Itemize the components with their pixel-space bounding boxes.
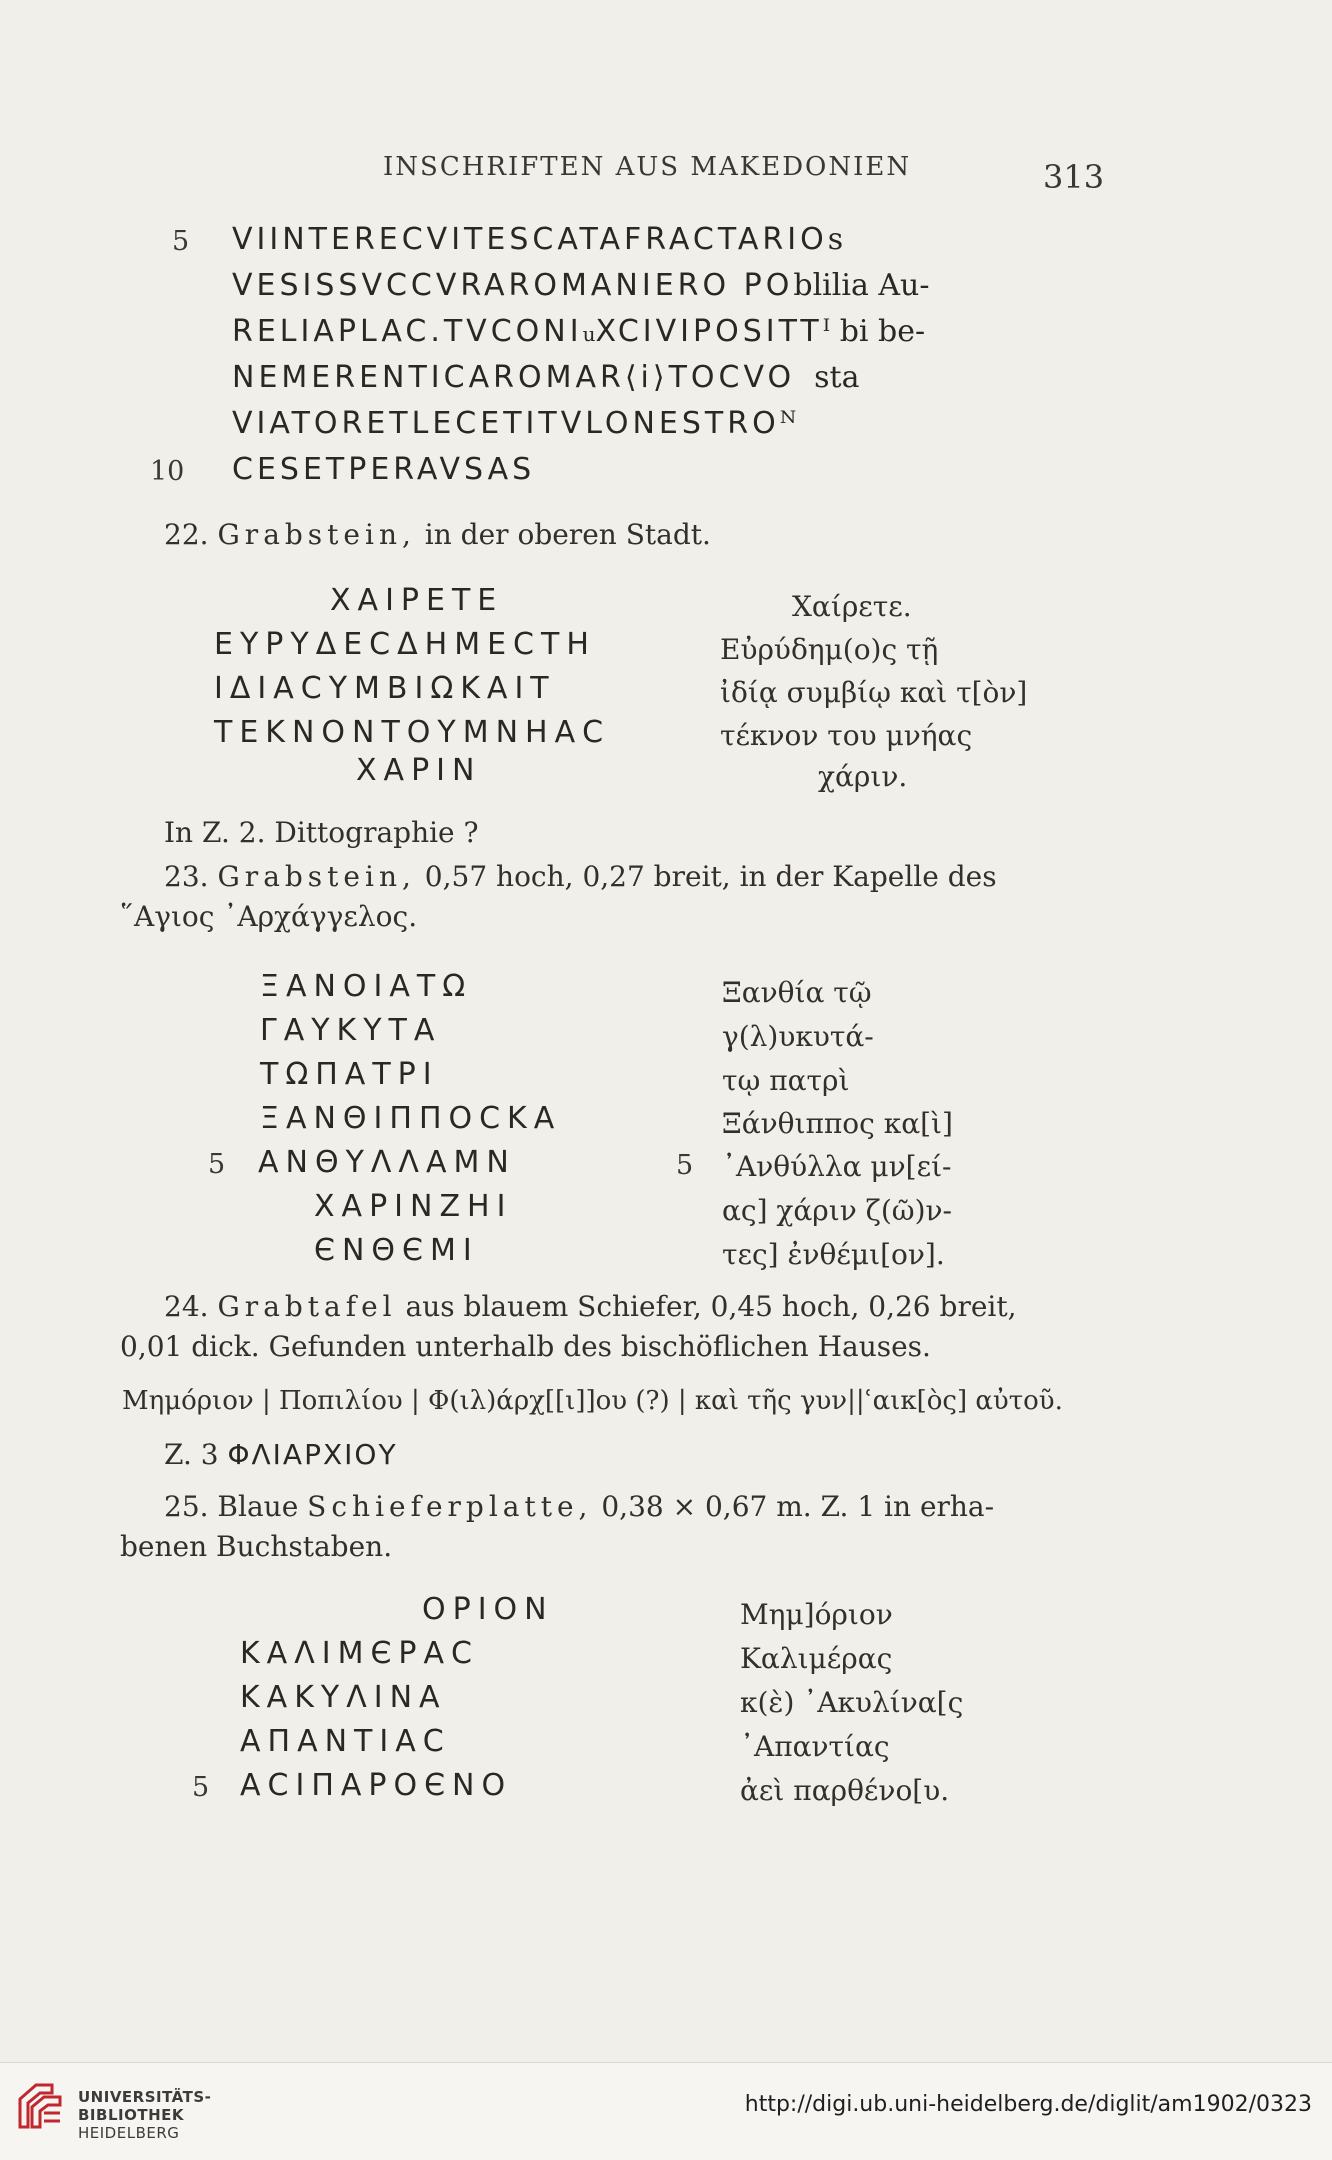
inscription-line: ΞΑΝΘΙΠΠΟCΚΑ [260, 1101, 562, 1136]
transcription-line: ᾿Απαντίας [740, 1730, 890, 1763]
inscription-line: ΑΠΑΝΤΙΑC [240, 1724, 451, 1759]
line-number: 10 [150, 456, 185, 487]
inscription-line: CESETPERAVSAS [232, 452, 536, 487]
inscription-line: ΤΩΠΑΤΡΙ [260, 1057, 439, 1092]
inscription-line: ΓΑΥΚΥΤΑ [260, 1013, 442, 1048]
transcription-line: Καλιμέρας [740, 1642, 893, 1675]
source-url-link[interactable]: http://digi.ub.uni-heidelberg.de/diglit/am1902/0323 [744, 2092, 1312, 2117]
inscription-line: ΧΑΡΙΝΖΗΙ [314, 1189, 513, 1224]
transcription-line: τέκνον του μνήας [720, 719, 973, 752]
library-logo-icon [14, 2077, 66, 2133]
inscription-line: VIATORETLECETITVLONESTROᴺ [232, 406, 797, 441]
transcription-line: Χαίρετε. [792, 590, 912, 623]
inscription-line: ΙΔΙΑCΥΜΒΙΩΚΑΙΤ [214, 671, 556, 706]
entry-24-text: Μημόριον | Ποπιλίου | Φ(ιλ)άρχ[[ι]]ου (?) | καὶ τῆς γυν||ʿαικ[ὸς] αὐτοῦ. [122, 1386, 1063, 1416]
entry-22-note: In Z. 2. Dittographie ? [164, 816, 479, 849]
inscription-line: ΕΥΡΥΔΕCΔΗΜΕCΤΗ [214, 627, 596, 662]
entry-23-heading: 23. Grabstein, 0,57 hoch, 0,27 breit, in der Kapelle des [164, 860, 997, 893]
inscription-line: ΑΝΘΥΛΛΑΜΝ [258, 1145, 516, 1180]
inscription-line: RELIAPLAC.TVCONIuXCIVIPOSITTᴵ bi be- [232, 314, 926, 349]
entry-24-note: Z. 3 ΦΛΙΑΡΧΙΟΥ [164, 1438, 398, 1471]
transcription-line: Ξανθία τῷ [722, 976, 872, 1009]
transcription-line: Εὐρύδημ(ο)ς τῇ [720, 633, 939, 666]
transcription-line: γ(λ)υκυτά- [722, 1020, 874, 1053]
inscription-line: ЄΝΘЄΜΙ [314, 1233, 479, 1268]
entry-22-heading: 22. Grabstein, in der oberen Stadt. [164, 518, 711, 551]
inscription-line: ΚΑΛΙΜЄΡΑC [240, 1636, 479, 1671]
transcription-line: Μημ]όριον [740, 1598, 893, 1631]
inscription-line: VESISSVCCVRAROMANIERO POblilia Au- [232, 268, 930, 303]
inscription-line: NEMERENTICAROMAR⟨i⟩TOCVO sta [232, 360, 860, 395]
inscription-line: ΧΑΡΙΝ [356, 753, 482, 788]
entry-25-heading: 25. Blaue Schieferplatte, 0,38 × 0,67 m. Z. 1 in erha- [164, 1490, 995, 1523]
line-number: 5 [676, 1150, 694, 1181]
entry-23-heading-cont: ῞Αγιος ᾿Αρχάγγελος. [120, 900, 418, 933]
inscription-line: ΚΑΚΥΛΙΝΑ [240, 1680, 447, 1715]
transcription-line: ᾿Ανθύλλα μν[εί- [722, 1150, 952, 1183]
line-number: 5 [192, 1772, 210, 1803]
transcription-line: τες] ἐνθέμι[ον]. [722, 1238, 945, 1271]
inscription-line: ΤΕΚΝΟΝΤΟΥΜΝΗΑC [214, 715, 611, 750]
transcription-line: Ξάνθιππος κα[ὶ] [722, 1107, 953, 1140]
entry-24-heading-cont: 0,01 dick. Gefunden unterhalb des bischöflichen Hauses. [120, 1330, 931, 1363]
entry-24-heading: 24. Grabtafel aus blauem Schiefer, 0,45 hoch, 0,26 breit, [164, 1290, 1017, 1323]
transcription-line: ας] χάριν ζ(ῶ)ν- [722, 1194, 952, 1227]
inscription-line: ΟΡΙΟΝ [422, 1592, 554, 1627]
transcription-line: κ(ὲ) ᾿Ακυλίνα[ς [740, 1686, 964, 1719]
running-title: INSCHRIFTEN AUS MAKEDONIEN [383, 152, 912, 182]
inscription-line: VIINTERECVITESCATAFRACTARIOs [232, 222, 844, 257]
transcription-line: χάριν. [818, 760, 908, 793]
transcription-line: τῳ πατρὶ [722, 1064, 850, 1097]
transcription-line: ἰδίᾳ συμβίῳ καὶ τ[ὸν] [720, 676, 1028, 709]
inscription-line: ΑCΙΠΑΡΟЄΝΟ [240, 1768, 513, 1803]
inscription-line: ΧΑΙΡΕΤΕ [330, 583, 504, 618]
page-number: 313 [1043, 158, 1105, 196]
transcription-line: ἀεὶ παρθένο[υ. [740, 1774, 950, 1807]
library-name-line: HEIDELBERG [78, 2124, 180, 2142]
line-number: 5 [208, 1149, 226, 1180]
line-number: 5 [172, 226, 190, 257]
library-name-line: BIBLIOTHEK [78, 2106, 184, 2124]
library-name-line: UNIVERSITÄTS- [78, 2088, 212, 2106]
entry-25-heading-cont: benen Buchstaben. [120, 1530, 393, 1563]
inscription-line: ΞΑΝΟΙΑΤΩ [260, 969, 473, 1004]
